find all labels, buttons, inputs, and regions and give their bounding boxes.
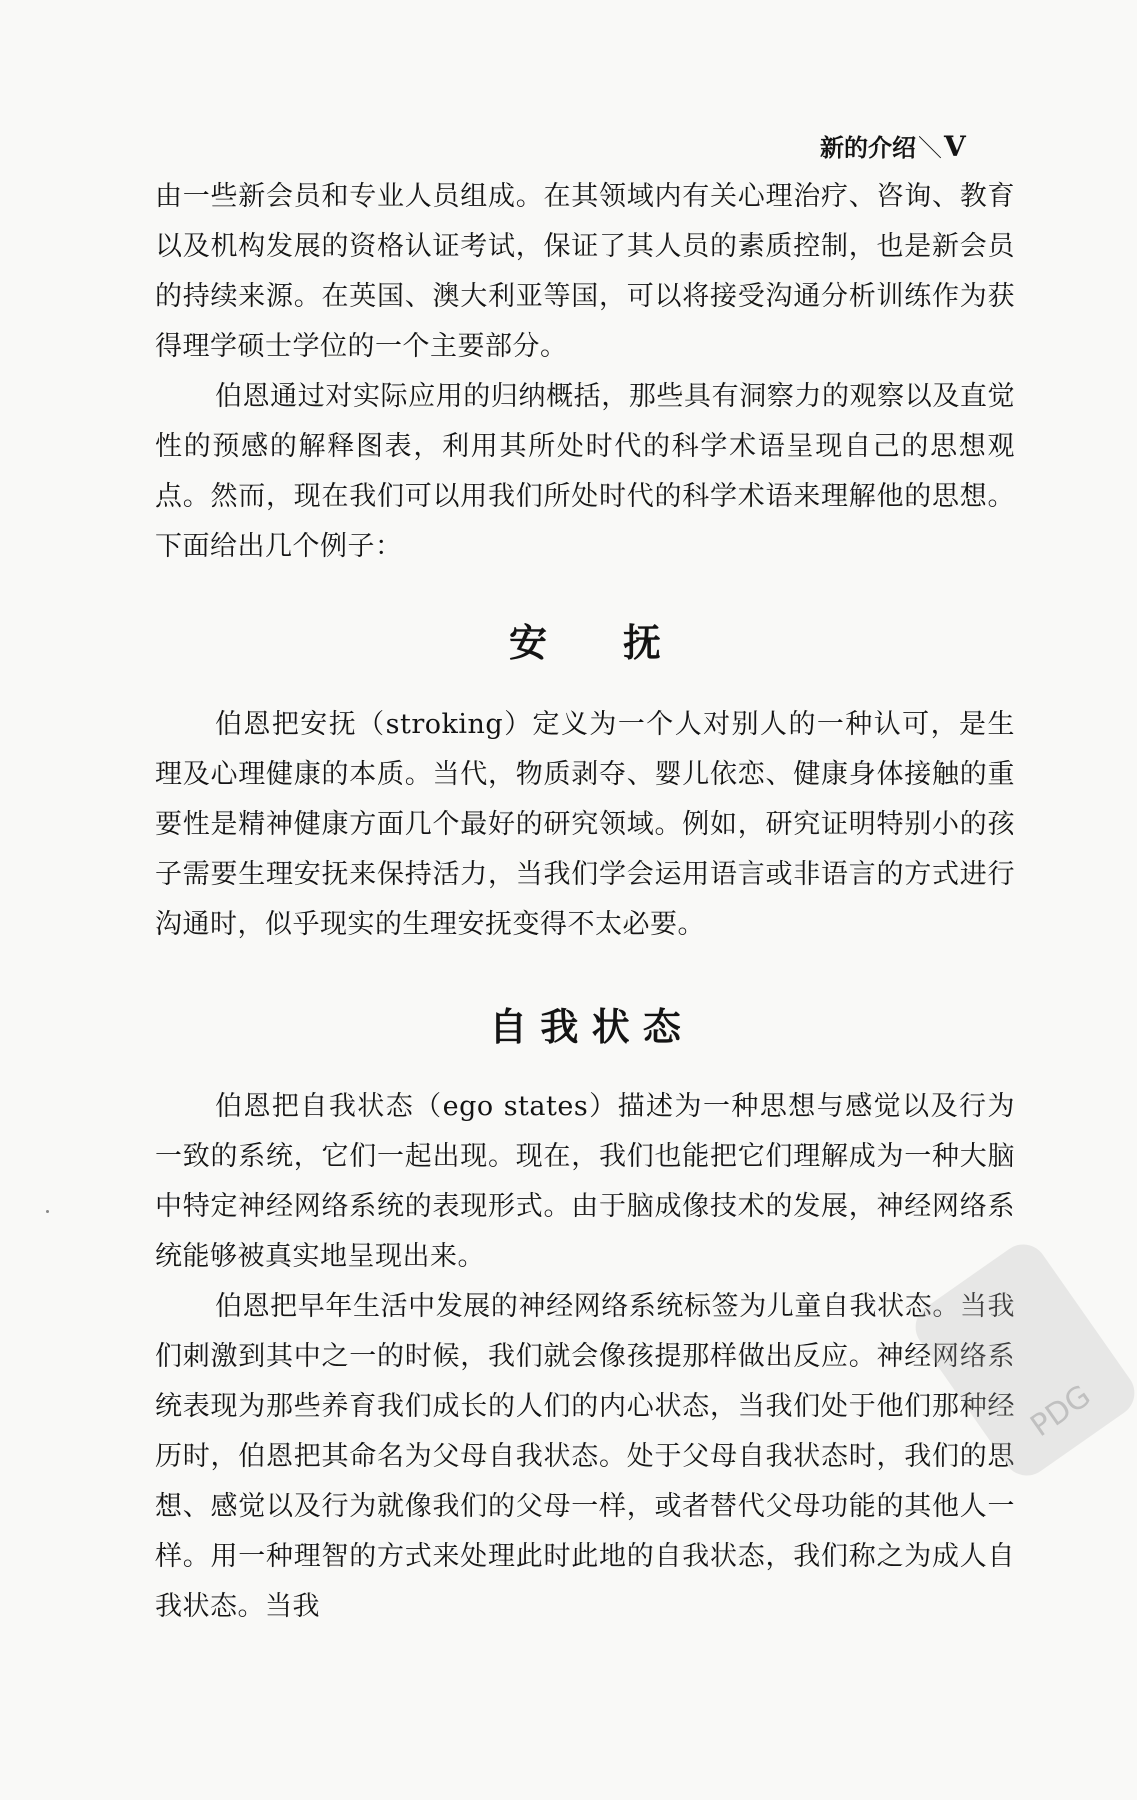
paragraph-berne-concepts: 伯恩通过对实际应用的归纳概括，那些具有洞察力的观察以及直觉性的预感的解释图表，利用其所处时代的科学术语呈现自己的思想观点。然而，现在我们可以用我们所处时代的科学术语来理解他的思想。下面给出几个例子： [155, 381, 1015, 562]
scan-speck [46, 1210, 49, 1213]
page-number: V [944, 130, 966, 163]
section-title: 新的介绍 [820, 134, 916, 162]
heading-ego-states: 自 我 状 态 [489, 1005, 681, 1049]
watermark-text: PDG [1024, 1378, 1098, 1445]
paragraph-stroking: 伯恩把安抚（stroking）定义为一个人对别人的一种认可，是生理及心理健康的本质。当代，物质剥夺、婴儿依恋、健康身体接触的重要性是精神健康方面几个最好的研究领域。例如，研究证明特别小的孩子需要生理安抚来保持活力，当我们学会运用语言或非语言的方式进行沟通时，似乎现实的生理安抚变得不太必要。 [155, 709, 1015, 940]
paragraph-ego-states: 伯恩把自我状态（ego states）描述为一种思想与感觉以及行为一致的系统，它们一起出现。现在，我们也能把它们理解成为一种大脑中特定神经网络系统的表现形式。由于脑成像技术的发展，神经网络系统能够被真实地呈现出来。 [155, 1091, 1015, 1272]
heading-stroking: 安 抚 [508, 621, 661, 665]
paragraph-child-parent-adult: 伯恩把早年生活中发展的神经网络系统标签为儿童自我状态。当我们刺激到其中之一的时候，我们就会像孩提那样做出反应。神经网络系统表现为那些养育我们成长的人们的内心状态，当我们处于他们那种经历时，伯恩把其命名为父母自我状态。处于父母自我状态时，我们的思想、感觉以及行为就像我们的父母一样，或者替代父母功能的其他人一样。用一种理智的方式来处理此时此地的自我状态，我们称之为成人自我状态。当我 [155, 1291, 1015, 1622]
running-header [820, 128, 1020, 163]
paragraph-continuation: 由一些新会员和专业人员组成。在其领域内有关心理治疗、咨询、教育以及机构发展的资格认证考试，保证了其人员的素质控制，也是新会员的持续来源。在英国、澳大利亚等国，可以将接受沟通分析训练作为获得理学硕士学位的一个主要部分。 [155, 181, 1015, 362]
header-separator: ＼ [918, 134, 942, 162]
